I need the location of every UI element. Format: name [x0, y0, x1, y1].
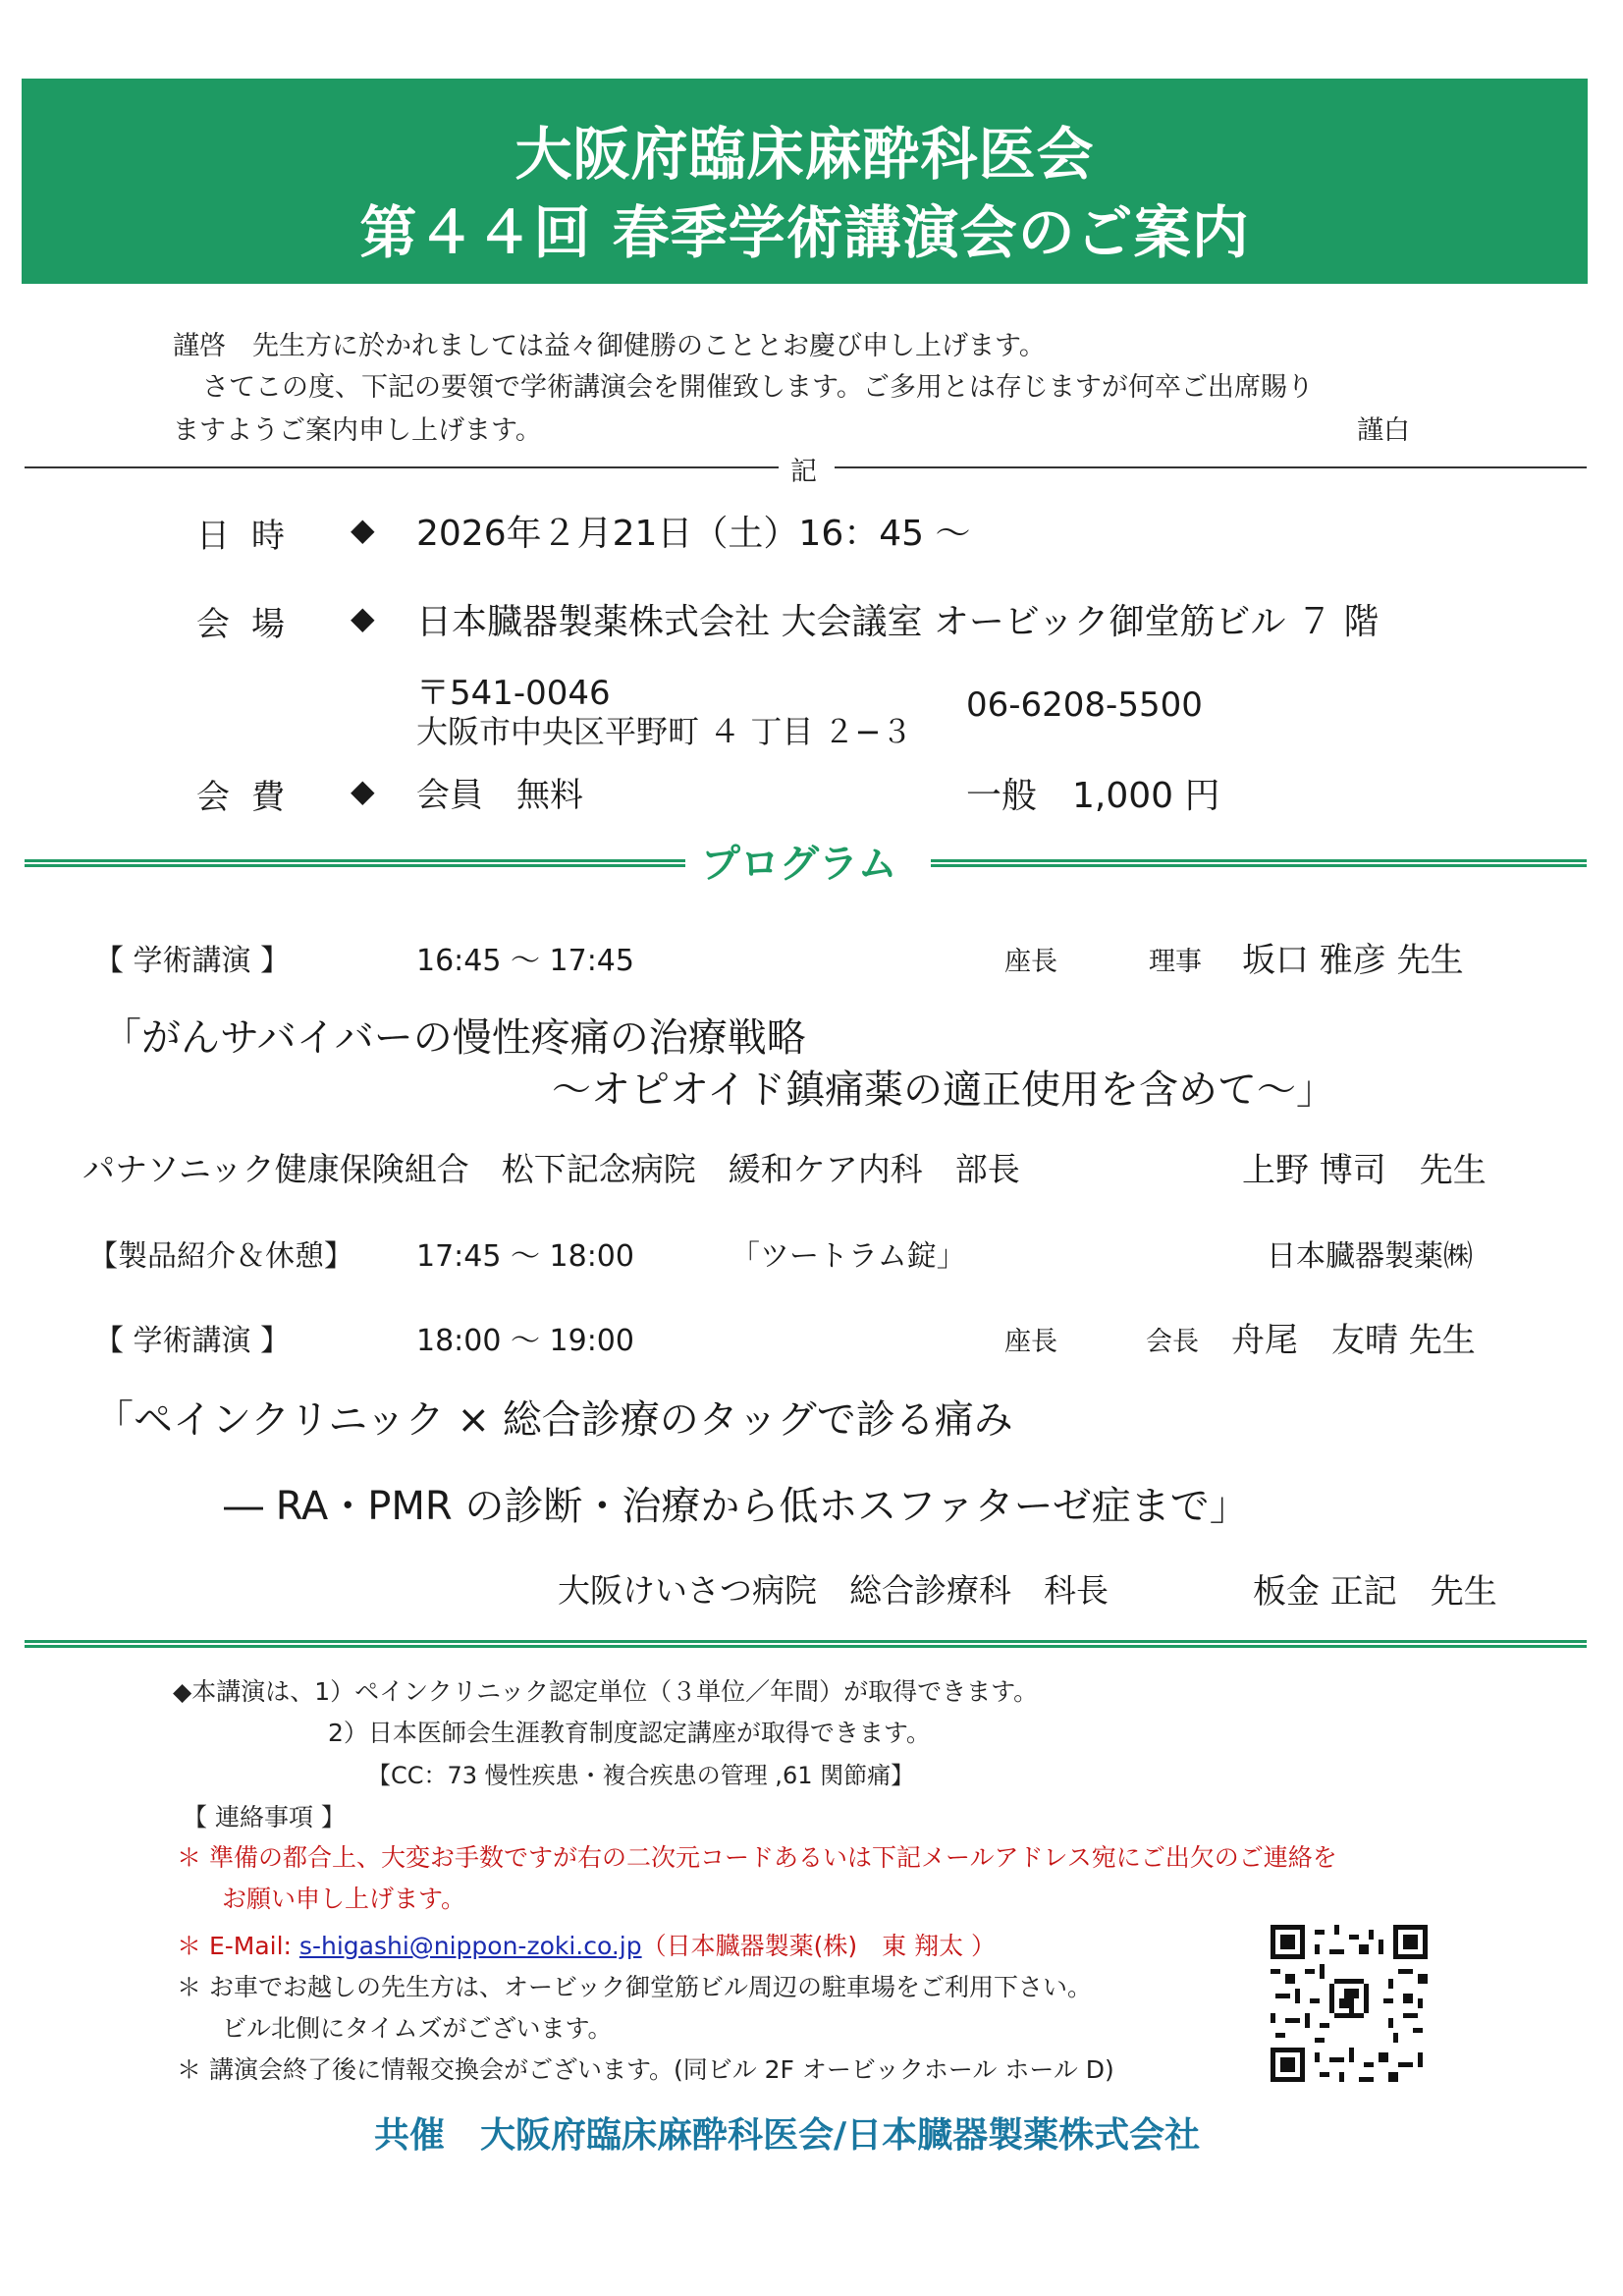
email-contact: （日本臓器製薬(株) 東 翔太 ）: [641, 1932, 997, 1960]
co-sponsor: 共催 大阪府臨床麻酔科医会/日本臓器製薬株式会社: [374, 2115, 1201, 2156]
credit-note-1: ◆本講演は、1）ペインクリニック認定単位（３単位／年間）が取得できます。: [173, 1677, 1039, 1706]
parking-note-line2: ビル北側にタイムズがございます。: [222, 2014, 613, 2043]
event-title: 第４４回 春季学術講演会のご案内: [359, 199, 1250, 266]
society-name: 大阪府臨床麻酔科医会: [514, 121, 1095, 188]
session2-time: 18:00 ～ 19:00: [416, 1324, 634, 1358]
product-tag: 【製品紹介＆休憩】: [88, 1239, 353, 1274]
divider-left: [25, 466, 779, 468]
session2-tag: 【 学術講演 】: [94, 1324, 291, 1358]
fee-label: 会費: [196, 778, 306, 817]
phone-number: 06-6208-5500: [966, 685, 1203, 725]
session2-chair-role: 会長: [1146, 1327, 1199, 1357]
header-banner: [22, 79, 1588, 284]
session1-chair-label: 座長: [1004, 947, 1057, 977]
product-time: 17:45 ～ 18:00: [416, 1239, 634, 1274]
venue-label: 会場: [196, 605, 306, 644]
session2-speaker-affiliation: 大阪けいさつ病院 総合診療科 科長: [558, 1571, 1109, 1610]
session1-chair-role: 理事: [1149, 947, 1202, 977]
greeting-line-2: さてこの度、下記の要領で学術講演会を開催致します。ご多用とは存じますが何卒ご出席賜り: [202, 372, 1314, 403]
diamond-icon: ◆: [351, 511, 375, 548]
session2-title-line1: 「ペインクリニック × 総合診療のタッグで診る痛み: [94, 1397, 1013, 1443]
divider-right: [835, 466, 1587, 468]
program-heading: プログラム: [701, 842, 897, 887]
email-line: [177, 1927, 996, 1962]
email-link[interactable]: s-higashi@nippon-zoki.co.jp: [298, 1932, 642, 1960]
session1-speaker-affiliation: パナソニック健康保険組合 松下記念病院 緩和ケア内科 部長: [82, 1150, 1020, 1188]
session2-speaker-name: 板金 正記 先生: [1253, 1572, 1497, 1612]
greeting-line-1: 謹啓 先生方に於かれましては益々御健勝のこととお慶び申し上げます。: [173, 331, 1046, 361]
program-rule-bottom: [25, 1640, 1587, 1648]
session1-tag: 【 学術講演 】: [94, 944, 291, 978]
date-value: 2026年２月21日（土）16：45 ～: [416, 514, 971, 554]
program-rule-left: [25, 859, 685, 867]
address: 大阪市中央区平野町 ４ 丁目 ２−３: [416, 713, 913, 750]
program-rule-right: [931, 859, 1587, 867]
ki-mark: 記: [790, 457, 817, 487]
session1-title-line1: 「がんサバイバーの慢性疼痛の治療戦略: [102, 1015, 806, 1061]
qr-code-icon[interactable]: [1271, 1925, 1428, 2082]
email-prefix: ＊ E-Mail:: [177, 1932, 299, 1960]
venue-value: 日本臓器製薬株式会社 大会議室 オービック御堂筋ビル ７ 階: [416, 602, 1380, 642]
credit-note-3: 【CC：73 慢性疾患・複合疾患の管理 ,61 関節痛】: [367, 1762, 915, 1789]
session1-title-line2: ～オピオイド鎮痛薬の適正使用を含めて～」: [552, 1067, 1335, 1113]
diamond-icon: ◆: [351, 599, 375, 636]
greeting-closing: 謹白: [1357, 415, 1410, 446]
contact-heading: 【 連絡事項 】: [183, 1803, 346, 1831]
product-company: 日本臓器製薬㈱: [1267, 1239, 1473, 1274]
fee-member: 会員 無料: [416, 776, 583, 815]
session2-chair-label: 座長: [1004, 1327, 1057, 1357]
session1-chair-name: 坂口 雅彦 先生: [1242, 941, 1464, 980]
session2-chair-name: 舟尾 友晴 先生: [1231, 1321, 1476, 1360]
session2-title-line2: ― RA・PMR の診断・治療から低ホスファターゼ症まで」: [224, 1484, 1249, 1529]
rsvp-note-line1: ＊ 準備の都合上、大変お手数ですが右の二次元コードあるいは下記メールアドレス宛にご出欠のご連絡を: [177, 1843, 1337, 1872]
parking-note-line1: ＊ お車でお越しの先生方は、オービック御堂筋ビル周辺の駐車場をご利用下さい。: [177, 1973, 1092, 2001]
session1-time: 16:45 ～ 17:45: [416, 944, 634, 978]
exchange-note: ＊ 講演会終了後に情報交換会がございます。(同ビル 2F オービックホール ホール D): [177, 2055, 1114, 2084]
date-label: 日時: [196, 517, 306, 556]
session1-speaker-name: 上野 博司 先生: [1242, 1151, 1487, 1190]
rsvp-note-line2: お願い申し上げます。: [222, 1885, 466, 1913]
fee-general: 一般 1,000 円: [966, 776, 1220, 816]
credit-note-2: 2）日本医師会生涯教育制度認定講座が取得できます。: [328, 1719, 931, 1747]
diamond-icon: ◆: [351, 772, 375, 809]
product-name: 「ツートラム錠」: [730, 1239, 966, 1274]
postal-code: 〒541-0046: [416, 674, 611, 713]
greeting-line-3: ますようご案内申し上げます。: [173, 415, 542, 446]
